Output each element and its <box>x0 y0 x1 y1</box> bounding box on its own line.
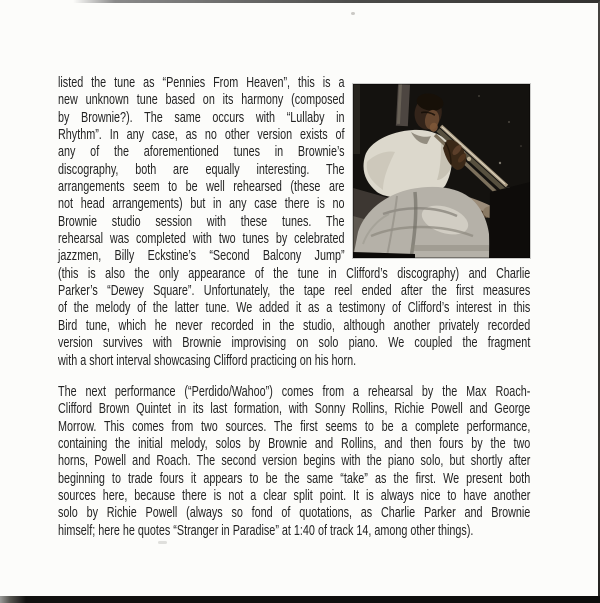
scan-edge-top <box>73 0 600 3</box>
text-line: himself; here he quotes “Stranger in Paradise” at 1:40 of track 14, among other things). <box>58 521 474 539</box>
text-line: containing the initial melody, solos by Brownie and Rollins, and then fours by the two <box>58 434 531 452</box>
text-line: Brownie studio session with these tunes. The <box>58 212 345 230</box>
paragraph-1 <box>58 74 530 369</box>
photo-float-spacer <box>345 77 531 255</box>
text-line: listed the tune as “Pennies From Heaven”, this is a <box>58 74 345 91</box>
text-line: horns, Powell and Roach. The second version begins with the piano solo, but shortly after <box>58 452 531 470</box>
text-line: Morrow. This comes from two sources. The first seems to be a complete performance, <box>58 417 531 435</box>
text-line: new unknown tune based on its harmony (composed <box>58 91 345 109</box>
text-line: rehearsal was completed with two tunes by celebrated <box>58 230 345 248</box>
text-line: of the melody of the latter tune. We added it as a testimony of Clifford’s interest in this <box>58 299 531 317</box>
text-line: with a short interval showcasing Clifford practicing on his horn. <box>58 351 357 369</box>
text-line: discography, both are equally interesting. The <box>58 160 345 178</box>
text-line: any of the aforementioned tunes in Brownie’s <box>58 143 345 161</box>
text-line: The next performance (“Perdido/Wahoo”) comes from a rehearsal by the Max Roach- <box>58 382 531 400</box>
scan-edge-bottom <box>0 596 600 603</box>
liner-notes-text <box>58 74 530 553</box>
text-line: Bird tune, which he never recorded in the studio, although another privately recorded <box>58 316 531 334</box>
text-line: by Brownie?). The same occurs with “Lullaby in <box>58 108 345 126</box>
scan-speck <box>351 12 355 15</box>
text-line: arrangements seem to be well rehearsed (these are <box>58 178 345 196</box>
paragraph-2 <box>58 383 530 539</box>
text-line: sources here, because there is not a clear split point. It is always nice to have another <box>58 486 531 504</box>
text-line: not head arrangements) but in any case there is no <box>58 195 345 213</box>
text-line: solo by Richie Powell (always so fond of quotations, as Charlie Parker and Brownie <box>58 504 531 522</box>
text-line: jazzmen, Billy Eckstine’s “Second Balcony Jump” <box>58 247 345 265</box>
text-line: beginning to trade fours it appears to be the same “take” as the first. We present both <box>58 469 531 487</box>
text-line: (this is also the only appearance of the tune in Clifford’s discography) and Charlie <box>58 264 531 282</box>
text-line: Rhythm”. In any case, as no other version exists of <box>58 126 345 144</box>
text-line: version survives with Brownie improvising on solo piano. We coupled the fragment <box>58 334 531 352</box>
text-line: Parker’s “Dewey Square”. Unfortunately, the tape reel ended after the first measures <box>58 282 531 300</box>
text-line: Clifford Brown Quintet in its last formation, with Sonny Rollins, Richie Powell and George <box>58 400 531 418</box>
